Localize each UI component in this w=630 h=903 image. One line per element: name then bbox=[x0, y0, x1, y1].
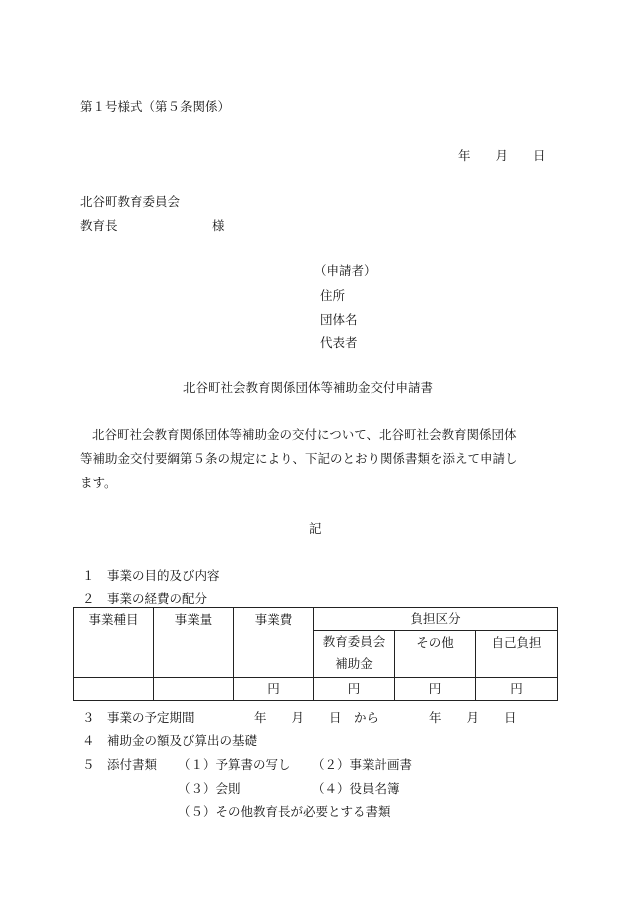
cell-self[interactable]: 円 bbox=[476, 678, 558, 701]
header-burden: 負担区分 bbox=[314, 608, 558, 631]
cell-type[interactable] bbox=[74, 678, 154, 701]
header-quantity: 事業量 bbox=[154, 608, 234, 678]
recipient-org: 北谷町教育委員会 bbox=[80, 194, 181, 209]
subheader-board-line2: 補助金 bbox=[335, 656, 373, 671]
applicant-header: （申請者） bbox=[314, 263, 377, 278]
recipient-title: 教育長 bbox=[80, 218, 118, 233]
applicant-rep-label: 代表者 bbox=[320, 335, 358, 350]
form-number: 第１号様式（第５条関係） bbox=[80, 99, 231, 114]
body-line-1: 北谷町社会教育関係団体等補助金の交付について、北谷町社会教育関係団体 bbox=[92, 427, 517, 442]
item-1: １ 事業の目的及び内容 bbox=[82, 568, 220, 583]
applicant-address-label: 住所 bbox=[320, 288, 346, 303]
subheader-self: 自己負担 bbox=[476, 631, 558, 678]
item-3-label: ３ 事業の予定期間 bbox=[82, 710, 195, 725]
subheader-board-line1: 教育委員会 bbox=[322, 634, 386, 649]
cell-board[interactable]: 円 bbox=[314, 678, 395, 701]
item-3-period: 年 月 日 から 年 月 日 bbox=[254, 710, 517, 725]
body-line-3: ます。 bbox=[80, 475, 117, 490]
subheader-board bbox=[314, 631, 395, 678]
attachment-3: （３）会則 bbox=[178, 781, 241, 796]
item-4: ４ 補助金の額及び算出の基礎 bbox=[82, 733, 258, 748]
expense-table bbox=[73, 607, 558, 701]
subheader-other: その他 bbox=[395, 631, 476, 678]
date-line: 年 月 日 bbox=[458, 148, 546, 163]
attachment-4: （４）役員名簿 bbox=[312, 781, 400, 796]
applicant-group-label: 団体名 bbox=[320, 312, 358, 327]
item-2: ２ 事業の経費の配分 bbox=[82, 591, 208, 606]
cell-cost[interactable]: 円 bbox=[234, 678, 314, 701]
header-cost: 事業費 bbox=[234, 608, 314, 678]
body-line-2: 等補助金交付要綱第５条の規定により、下記のとおり関係書類を添えて申請し bbox=[80, 451, 518, 466]
ki-heading: 記 bbox=[309, 521, 322, 536]
document-title: 北谷町社会教育関係団体等補助金交付申請書 bbox=[183, 380, 434, 395]
cell-other[interactable]: 円 bbox=[395, 678, 476, 701]
item-5-label: ５ 添付書類 bbox=[82, 757, 158, 772]
attachment-1: （１）予算書の写し bbox=[178, 757, 291, 772]
cell-quantity[interactable] bbox=[154, 678, 234, 701]
attachment-5: （５）その他教育長が必要とする書類 bbox=[178, 804, 391, 819]
recipient-honorific: 様 bbox=[212, 218, 225, 233]
attachment-2: （２）事業計画書 bbox=[312, 757, 413, 772]
header-type: 事業種目 bbox=[74, 608, 154, 678]
